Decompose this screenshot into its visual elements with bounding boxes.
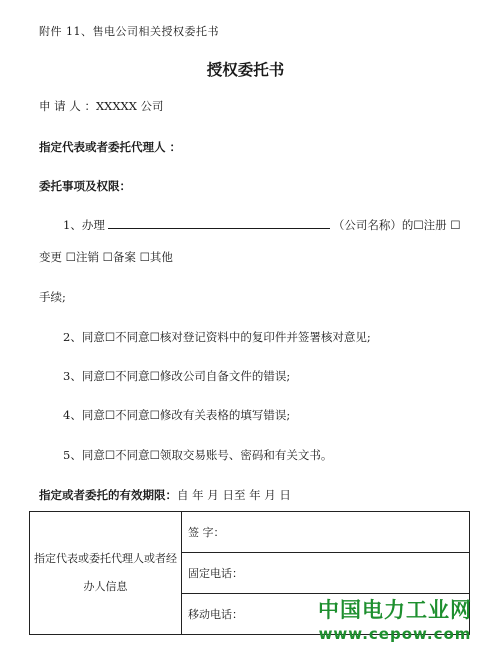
item-3: 3、同意☐不同意☐修改公司自备文件的错误; (63, 369, 291, 383)
validity-line (39, 487, 291, 503)
matters-label: 委托事项及权限： (39, 179, 131, 193)
applicant-line: 申 请 人 ：XXXXX 公司 (39, 99, 164, 113)
watermark-url: www.cepow.com (318, 625, 472, 643)
company-name-blank (108, 219, 330, 229)
item-1-continued: 变更 ☐注销 ☐备案 ☐其他 (39, 250, 173, 264)
agent-label: 指定代表或者委托代理人 ： (39, 140, 182, 154)
item-1 (63, 217, 461, 233)
validity-label: 指定或者委托的有效期限： (39, 488, 177, 502)
agent-info-label: 指定代表或委托代理人或者经办人信息 (30, 512, 182, 635)
validity-value: 自 年 月 日至 年 月 日 (177, 488, 291, 502)
attachment-header: 附件 11、售电公司相关授权委托书 (39, 25, 219, 38)
item-1-suffix: （公司名称）的☐注册 ☐ (332, 218, 461, 232)
mobile-field: 移动电话： (182, 594, 470, 635)
watermark-name: 中国电力工业网 (318, 598, 472, 622)
site-watermark (300, 594, 490, 643)
item-4: 4、同意☐不同意☐修改有关表格的填写错误; (63, 408, 291, 422)
item-1-prefix: 1、办理 (63, 218, 105, 232)
landline-field: 固定电话： (182, 553, 470, 594)
procedures-line: 手续; (39, 290, 66, 304)
item-2: 2、同意☐不同意☐核对登记资料中的复印件并签署核对意见; (63, 330, 371, 344)
document-title: 授权委托书 (206, 61, 285, 79)
item-5: 5、同意☐不同意☐领取交易账号、密码和有关文书。 (63, 448, 333, 462)
signature-field: 签 字： (182, 512, 470, 553)
